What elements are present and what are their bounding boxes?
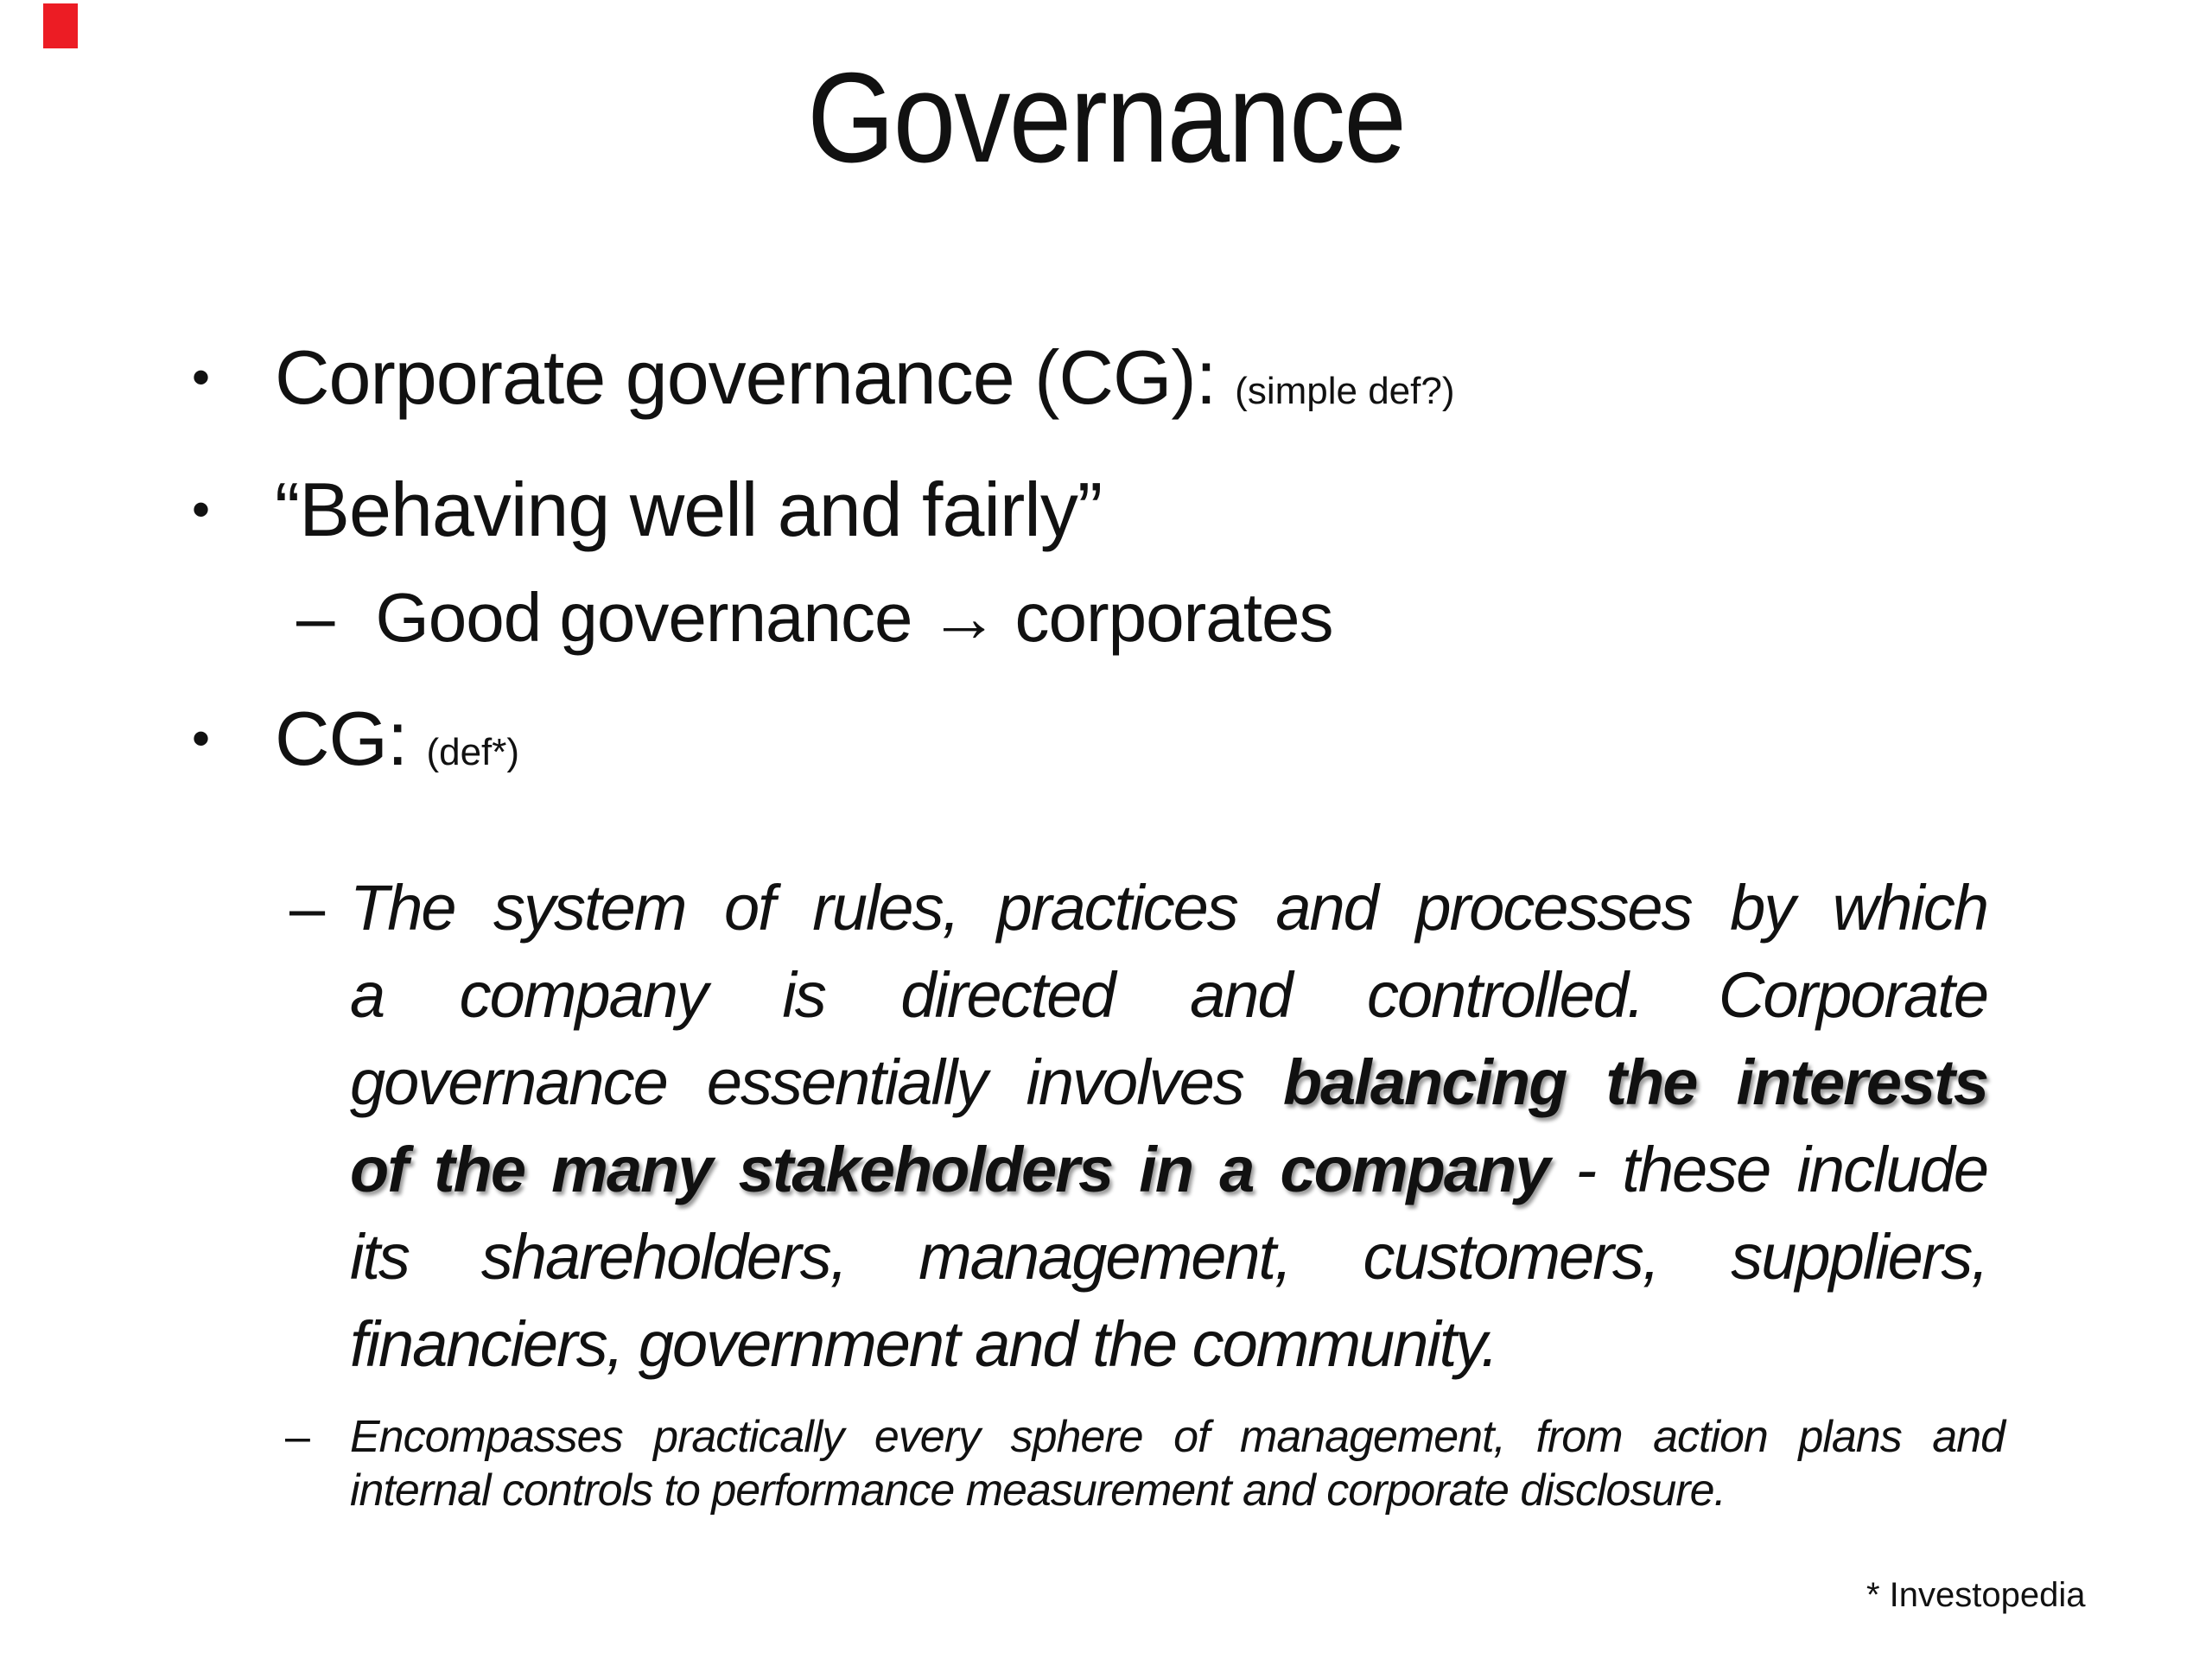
bullet-item-corporate-governance [0, 330, 2212, 439]
bullet-item-behaving-well [0, 462, 2212, 557]
bullet-main-text: CG: [275, 696, 408, 781]
red-marker [43, 3, 78, 48]
paragraph-segment: a company is directed and controlled. Corporate [350, 959, 1987, 1031]
cg-definition-block [0, 864, 2212, 1388]
bullet-icon: • [192, 348, 210, 406]
paragraph-segment: its shareholders, management, customers, suppliers, [350, 1221, 1987, 1293]
slide-title [0, 47, 2212, 189]
paragraph-line [350, 1300, 1987, 1388]
bullet-text [275, 330, 2212, 439]
paragraph-segment: governance essentially involves [350, 1046, 1283, 1118]
footnote-source: * Investopedia [1866, 1576, 2086, 1614]
paragraph-segment: The system of rules, practices and processes by which [350, 872, 1987, 944]
sub-bullet-good-governance [296, 575, 2111, 661]
encompasses-block [0, 1410, 2212, 1517]
paragraph-segment: financiers, government and the community. [350, 1308, 1497, 1380]
cg-definition-paragraph [350, 864, 1987, 1388]
highlighted-phrase: of the many stakeholders in a company [350, 1134, 1549, 1205]
bullet-text [275, 462, 2212, 557]
slide-title-text: Governance [807, 47, 1405, 189]
sub-bullet-after-text: corporates [1014, 579, 1333, 656]
bullet-item-cg-def [0, 691, 2212, 800]
paragraph-segment: internal controls to performance measurement and corporate disclosure. [350, 1465, 1726, 1516]
dash-icon: – [296, 579, 334, 656]
bullet-icon: • [192, 709, 210, 767]
bullet-icon: • [192, 480, 210, 538]
paragraph-line [350, 1410, 2005, 1464]
dash-icon: – [289, 872, 326, 944]
bullet-text [275, 691, 2212, 800]
paragraph-segment: Encompasses practically every sphere of management, from action plans and [350, 1412, 2005, 1462]
bullet-main-text: Corporate governance (CG): [275, 334, 1217, 420]
sub-bullet-before-text: Good governance [375, 579, 912, 656]
highlighted-phrase: balancing the interests [1282, 1046, 1988, 1118]
paragraph-line [350, 1126, 1987, 1213]
paragraph-line [350, 1213, 1987, 1300]
paragraph-line [350, 864, 1987, 951]
paragraph-line [350, 1464, 2005, 1517]
bullet-main-text: “Behaving well and fairly” [275, 467, 1103, 552]
bullet-note-text: (def*) [426, 731, 520, 773]
right-arrow-icon: → [929, 579, 998, 656]
dash-icon: – [285, 1412, 310, 1462]
bullet-note-text: (simple def?) [1235, 370, 1455, 412]
paragraph-segment: - these include [1548, 1134, 1987, 1205]
paragraph-line [350, 951, 1987, 1039]
encompasses-paragraph [350, 1410, 2005, 1517]
paragraph-line [350, 1039, 1987, 1126]
